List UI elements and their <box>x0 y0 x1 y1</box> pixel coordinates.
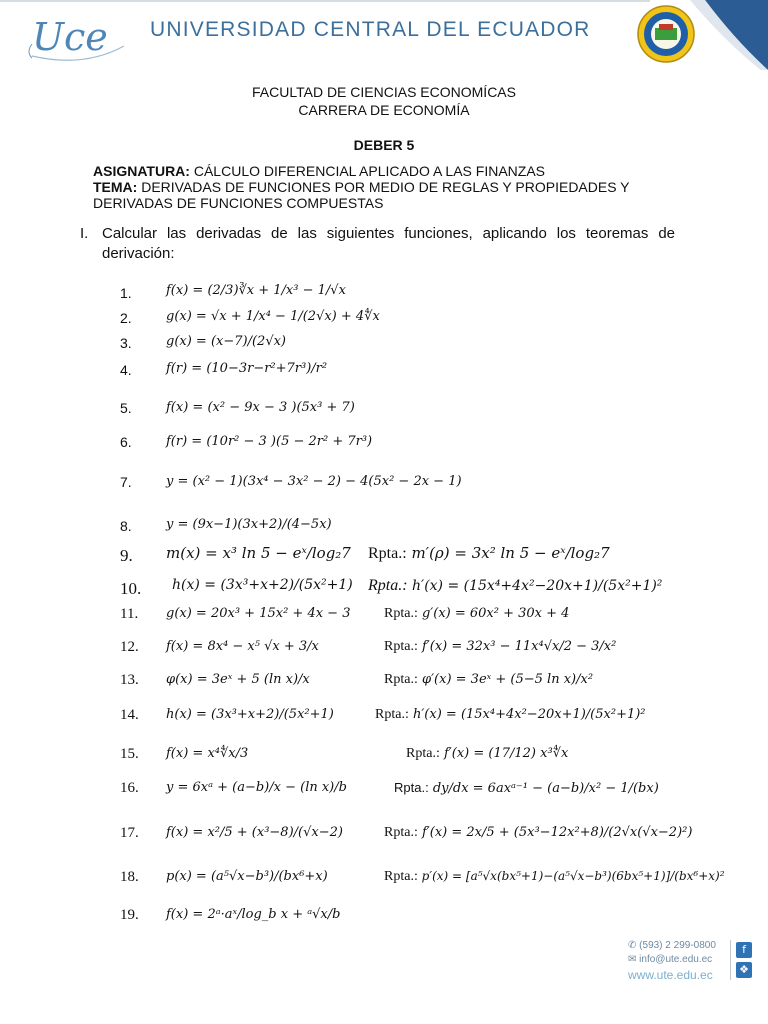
exercise-number: 10. <box>120 579 142 598</box>
topic-label: TEMA: <box>93 179 138 195</box>
answer-expression: m′(ρ) = 3x² ln 5 − eˣ/log₂7 <box>411 544 610 562</box>
topic-text-2: DERIVADAS DE FUNCIONES COMPUESTAS <box>93 195 384 211</box>
facebook-icon[interactable]: f <box>736 942 752 958</box>
exercise-function: m(x) = x³ ln 5 − eˣ/log₂7 <box>166 544 351 562</box>
exercise-number: 18. <box>120 869 139 885</box>
exercise-number: 1. <box>120 285 132 301</box>
exercise-function: g(x) = √x + 1/x⁴ − 1/(2√x) + 4∜x <box>166 309 380 324</box>
subject-label: ASIGNATURA: <box>93 163 190 179</box>
answer <box>406 746 568 762</box>
exercise-number: 4. <box>120 362 132 378</box>
exercise-number: 9. <box>120 546 133 565</box>
answer-expression: dy/dx = 6axᵃ⁻¹ − (a−b)/x² − 1/(bx) <box>432 781 659 796</box>
answer-label: Rpta.: <box>384 869 418 884</box>
answer-expression: f′(x) = 2x/5 + (5x³−12x²+8)/(2√x(√x−2)²) <box>421 825 693 840</box>
answer-label: Rpta.: <box>375 707 409 722</box>
instruction-text: Calcular las derivadas de las siguientes funciones, aplicando los teoremas de derivación: <box>102 225 675 262</box>
exercise-function: f(x) = (2/3)∛x + 1/x³ − 1/√x <box>166 283 346 298</box>
homework-title: DEBER 5 <box>353 137 415 153</box>
phone-text: (593) 2 299-0800 <box>639 940 716 951</box>
exercise-function: p(x) = (a⁵√x−b³)/(bx⁶+x) <box>166 869 328 884</box>
career-title: CARRERA DE ECONOMÍA <box>298 102 470 118</box>
footer-divider <box>730 940 731 980</box>
faculty-title: FACULTAD DE CIENCIAS ECONOMÍCAS <box>252 84 516 100</box>
exercise-function: f(x) = x²/5 + (x³−8)/(√x−2) <box>166 825 343 840</box>
university-seal <box>626 4 706 64</box>
answer <box>394 780 659 796</box>
exercise-number: 8. <box>120 518 132 534</box>
exercise-number: 11. <box>120 606 139 622</box>
exercise-function: f(x) = x⁴∜x/3 <box>166 746 249 761</box>
exercise-number: 6. <box>120 434 132 450</box>
exercise-number: 14. <box>120 707 139 723</box>
answer <box>368 544 610 563</box>
answer-expression: φ′(x) = 3eˣ + (5−5 ln x)/x² <box>421 672 594 687</box>
exercise-number: 7. <box>120 474 132 490</box>
answer-label: Rpta.: <box>406 746 440 761</box>
website-link[interactable]: www.ute.edu.ec <box>628 968 713 982</box>
ucce-logo-text: Uce <box>32 15 108 59</box>
topic-line <box>93 179 630 195</box>
phone-icon: ✆ <box>628 940 637 951</box>
twitter-icon[interactable]: ❖ <box>736 962 752 978</box>
answer-expression: p′(x) = [a⁵√x(bx⁵+1)−(a⁵√x−b³)(6bx⁵+1)]/(bx⁶+x)² <box>421 869 725 883</box>
exercise-function: y = 6xᵃ + (a−b)/x − (ln x)/b <box>166 780 347 795</box>
exercise-function: f(r) = (10r² − 3 )(5 − 2r² + 7r³) <box>166 434 373 449</box>
answer <box>384 869 725 885</box>
ucce-logo <box>24 6 144 66</box>
answer <box>384 672 593 688</box>
instruction-number: I. <box>80 225 89 242</box>
answer-label: Rpta.: <box>384 672 418 687</box>
answer <box>384 825 692 841</box>
answer-expression: h′(x) = (15x⁴+4x²−20x+1)/(5x²+1)² <box>412 707 646 722</box>
answer-expression: g′(x) = 60x² + 30x + 4 <box>421 606 570 621</box>
answer-label: Rpta.: <box>368 577 408 594</box>
exercise-function: φ(x) = 3eˣ + 5 (ln x)/x <box>166 672 310 687</box>
exercise-function: g(x) = 20x³ + 15x² + 4x − 3 <box>166 606 351 621</box>
exercise-function: y = (9x−1)(3x+2)/(4−5x) <box>166 517 332 532</box>
mail-icon: ✉ <box>628 954 637 965</box>
exercise-function: f(x) = (x² − 9x − 3 )(5x³ + 7) <box>166 400 355 415</box>
answer-label: Rpta.: <box>384 606 418 621</box>
exercise-function: f(x) = 2ᵃ·aˣ/log_b x + ᵃ√x/b <box>166 907 341 922</box>
exercise-number: 5. <box>120 400 132 416</box>
answer-label: Rpta.: <box>394 780 429 795</box>
answer-label: Rpta.: <box>384 825 418 840</box>
answer-expression: h′(x) = (15x⁴+4x²−20x+1)/(5x²+1)² <box>412 578 663 594</box>
exercise-function: h(x) = (3x³+x+2)/(5x²+1) <box>166 707 334 722</box>
exercise-function: f(x) = 8x⁴ − x⁵ √x + 3/x <box>166 639 319 654</box>
answer-expression: f′(x) = (17/12) x³∜x <box>443 746 569 761</box>
topic-text-1: DERIVADAS DE FUNCIONES POR MEDIO DE REGLAS Y PROPIEDADES Y <box>141 179 630 195</box>
answer <box>368 577 662 595</box>
exercise-function: y = (x² − 1)(3x⁴ − 3x² − 2) − 4(5x² − 2x − 1) <box>166 474 462 489</box>
exercise-function: g(x) = (x−7)/(2√x) <box>166 334 287 349</box>
answer-expression: f′(x) = 32x³ − 11x⁴√x/2 − 3/x² <box>421 639 617 654</box>
answer <box>375 707 646 723</box>
email-link[interactable]: info@ute.edu.ec <box>639 954 713 965</box>
exercise-number: 19. <box>120 907 139 923</box>
exercise-number: 16. <box>120 780 139 796</box>
exercise-number: 12. <box>120 639 139 655</box>
answer <box>384 639 616 655</box>
exercise-function: f(r) = (10−3r−r²+7r³)/r² <box>166 361 328 376</box>
exercise-number: 2. <box>120 310 132 326</box>
subject-text: CÁLCULO DIFERENCIAL APLICADO A LAS FINANZAS <box>193 163 546 179</box>
exercise-number: 3. <box>120 335 132 351</box>
subject-line <box>93 163 545 179</box>
university-name: UNIVERSIDAD CENTRAL DEL ECUADOR <box>150 18 591 41</box>
answer-label: Rpta.: <box>368 545 407 562</box>
answer-label: Rpta.: <box>384 639 418 654</box>
instruction <box>80 224 675 264</box>
exercise-number: 13. <box>120 672 139 688</box>
answer <box>384 606 569 622</box>
exercise-function: h(x) = (3x³+x+2)/(5x²+1) <box>172 577 353 593</box>
exercise-number: 15. <box>120 746 139 762</box>
exercise-number: 17. <box>120 825 139 841</box>
